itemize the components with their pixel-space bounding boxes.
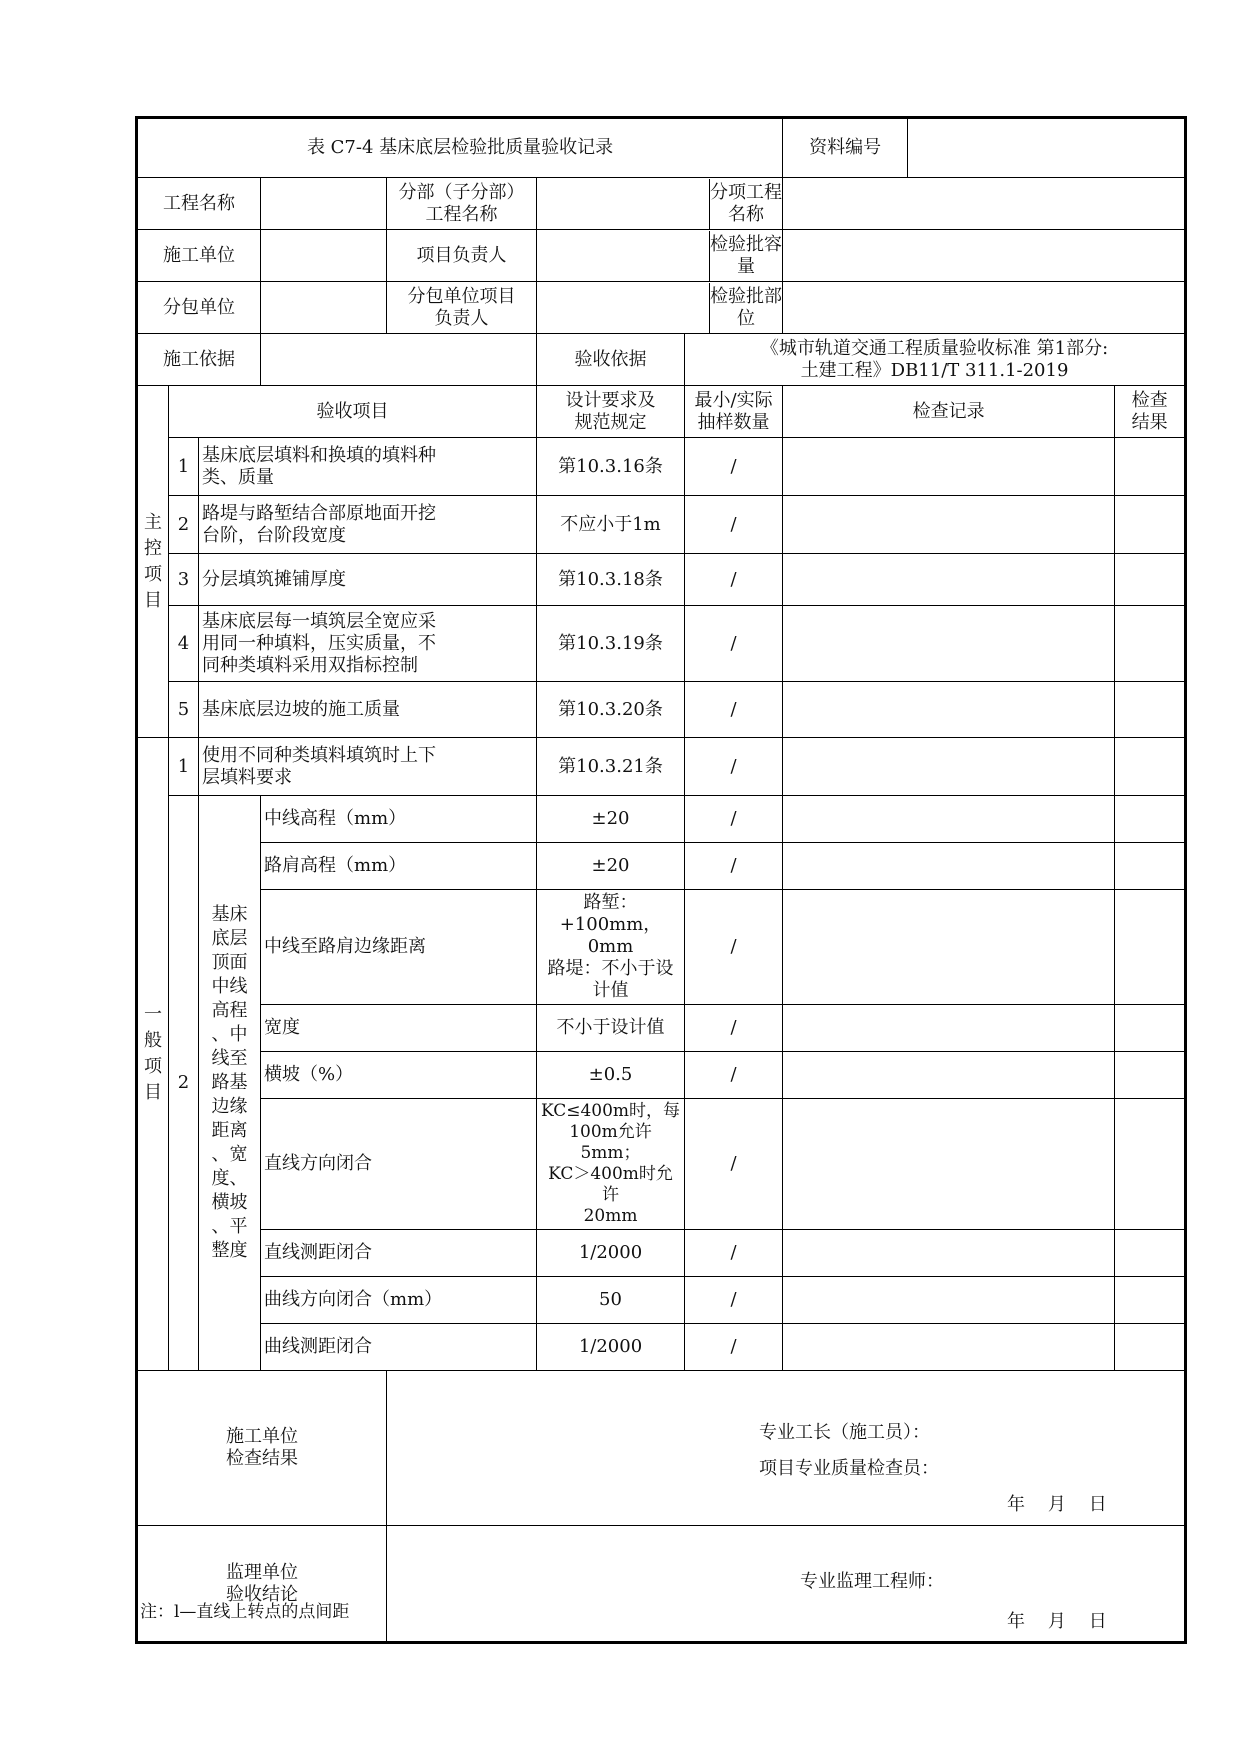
result-cell[interactable] xyxy=(1115,606,1186,682)
table-row: 曲线测距闭合 1/2000 / xyxy=(137,1324,1186,1371)
result-cell[interactable] xyxy=(1115,843,1186,890)
project-manager-label: 项目负责人 xyxy=(387,230,537,282)
general-group: 一 般 项 目 xyxy=(137,738,169,1371)
inspection-form xyxy=(135,116,1168,1644)
result-cell[interactable] xyxy=(1115,682,1186,738)
table-row: 一 般 项 目 1 使用不同种类填料填筑时上下 层填料要求 第10.3.21条 / xyxy=(137,738,1186,796)
table-row: 中线至路肩边缘距离 路堑：+100mm， 0mm 路堤：不小于设 计值 / xyxy=(137,890,1186,1005)
table-row: 路肩高程（mm） ±20 / xyxy=(137,843,1186,890)
col-result: 检查 结果 xyxy=(1115,386,1186,438)
col-design: 设计要求及 规范规定 xyxy=(537,386,685,438)
result-cell[interactable] xyxy=(1115,1005,1186,1052)
acceptance-basis-value: 《城市轨道交通工程质量验收标准 第1部分: 土建工程》DB11/T 311.1-2019 xyxy=(685,334,1186,386)
result-cell[interactable] xyxy=(1115,1230,1186,1277)
constructor-label: 施工单位 xyxy=(137,230,261,282)
table-row: 横坡（%） ±0.5 / xyxy=(137,1052,1186,1099)
sub-manager-field[interactable] xyxy=(537,283,710,333)
record-cell[interactable] xyxy=(783,796,1115,843)
constructor-field[interactable] xyxy=(261,230,387,282)
result-cell[interactable] xyxy=(1115,890,1186,1005)
record-cell[interactable] xyxy=(783,1230,1115,1277)
supervisor-signoff[interactable] xyxy=(387,1526,1186,1643)
table-row: 3 分层填筑摊铺厚度 第10.3.18条 / xyxy=(137,554,1186,606)
date-label: 年 月 日 xyxy=(1007,1493,1107,1515)
record-cell[interactable] xyxy=(783,606,1115,682)
record-cell[interactable] xyxy=(783,843,1115,890)
result-cell[interactable] xyxy=(1115,438,1186,496)
project-name-field[interactable] xyxy=(261,178,387,230)
project-name-label: 工程名称 xyxy=(137,178,261,230)
engineer-label: 专业监理工程师： xyxy=(800,1571,944,1592)
result-cell[interactable] xyxy=(1115,1099,1186,1230)
project-manager-field[interactable] xyxy=(537,231,710,281)
result-cell[interactable] xyxy=(1115,496,1186,554)
table-row: 4 基床底层每一填筑层全宽应采 用同一种填料，压实质量，不 同种类填料采用双指标控制 第10.3.19条 / xyxy=(137,606,1186,682)
form-table xyxy=(135,116,1187,1644)
table-row: 直线测距闭合 1/2000 / xyxy=(137,1230,1186,1277)
record-cell[interactable] xyxy=(783,1099,1115,1230)
record-cell[interactable] xyxy=(783,1324,1115,1371)
result-cell[interactable] xyxy=(1115,1052,1186,1099)
inspector-label: 项目专业质量检查员： xyxy=(759,1457,939,1479)
col-sample: 最小/实际 抽样数量 xyxy=(685,386,783,438)
sub-division-label: 分部（子分部） 工程名称 xyxy=(387,178,537,230)
record-cell[interactable] xyxy=(783,738,1115,796)
result-cell[interactable] xyxy=(1115,1324,1186,1371)
col-item: 验收项目 xyxy=(169,386,537,438)
batch-capacity-field[interactable] xyxy=(783,230,1186,282)
subcontractor-label: 分包单位 xyxy=(137,282,261,334)
result-cell[interactable] xyxy=(1115,796,1186,843)
table-row: 5 基床底层边坡的施工质量 第10.3.20条 / xyxy=(137,682,1186,738)
table-row: 1 基床底层填料和换填的填料种 类、质量 第10.3.16条 / xyxy=(137,438,1186,496)
subcontractor-field[interactable] xyxy=(261,282,387,334)
construction-basis-field[interactable] xyxy=(261,334,537,386)
record-cell[interactable] xyxy=(783,1277,1115,1324)
main-control-group: 主 控 项 目 xyxy=(137,386,169,738)
record-cell[interactable] xyxy=(783,890,1115,1005)
construction-basis-label: 施工依据 xyxy=(137,334,261,386)
foreman-label: 专业工长（施工员）： xyxy=(759,1421,930,1443)
record-cell[interactable] xyxy=(783,496,1115,554)
record-cell[interactable] xyxy=(783,554,1115,606)
acceptance-basis-label: 验收依据 xyxy=(537,334,685,386)
result-cell[interactable] xyxy=(1115,738,1186,796)
doc-no-label: 资料编号 xyxy=(783,119,908,177)
table-row: 2 路堤与路堑结合部原地面开挖 台阶，台阶段宽度 不应小于1m / xyxy=(137,496,1186,554)
constructor-result-label: 施工单位 检查结果 xyxy=(137,1371,387,1526)
constructor-signoff[interactable] xyxy=(387,1371,1186,1526)
batch-location-field[interactable] xyxy=(783,282,1186,334)
batch-capacity-label: 检验批容量 xyxy=(710,233,783,277)
date-label-2: 年 月 日 xyxy=(1007,1611,1107,1632)
result-cell[interactable] xyxy=(1115,554,1186,606)
sub-item-label: 分项工程 名称 xyxy=(710,181,783,225)
table-row: 直线方向闭合 KC≤400m时，每 100m允许5mm； KC＞400m时允许 20mm / xyxy=(137,1099,1186,1230)
table-row: 宽度 不小于设计值 / xyxy=(137,1005,1186,1052)
record-cell[interactable] xyxy=(783,438,1115,496)
table-row: 曲线方向闭合（mm） 50 / xyxy=(137,1277,1186,1324)
form-title: 表 C7-4 基床底层检验批质量验收记录 xyxy=(137,118,783,178)
record-cell[interactable] xyxy=(783,682,1115,738)
sub-division-field[interactable] xyxy=(537,179,710,229)
result-cell[interactable] xyxy=(1115,1277,1186,1324)
footnote: 注：l—直线上转点的点间距 xyxy=(140,1602,350,1622)
sub-item-field[interactable] xyxy=(783,178,1186,230)
record-cell[interactable] xyxy=(783,1005,1115,1052)
col-record: 检查记录 xyxy=(783,386,1115,438)
doc-no-field[interactable] xyxy=(908,119,1184,177)
batch-location-label: 检验批部位 xyxy=(710,285,783,329)
sub-manager-label: 分包单位项目 负责人 xyxy=(387,282,537,334)
record-cell[interactable] xyxy=(783,1052,1115,1099)
table-row: 2 基床 底层 顶面 中线 高程 、中 线至 路基 边缘 距离 、宽 度、 横坡 、平 整度 中线高程（mm） ±20 / xyxy=(137,796,1186,843)
general-row2-group: 基床 底层 顶面 中线 高程 、中 线至 路基 边缘 距离 、宽 度、 横坡 、平 整度 xyxy=(199,796,261,1371)
supervisor-conclusion-label: 监理单位 验收结论 xyxy=(137,1526,387,1643)
